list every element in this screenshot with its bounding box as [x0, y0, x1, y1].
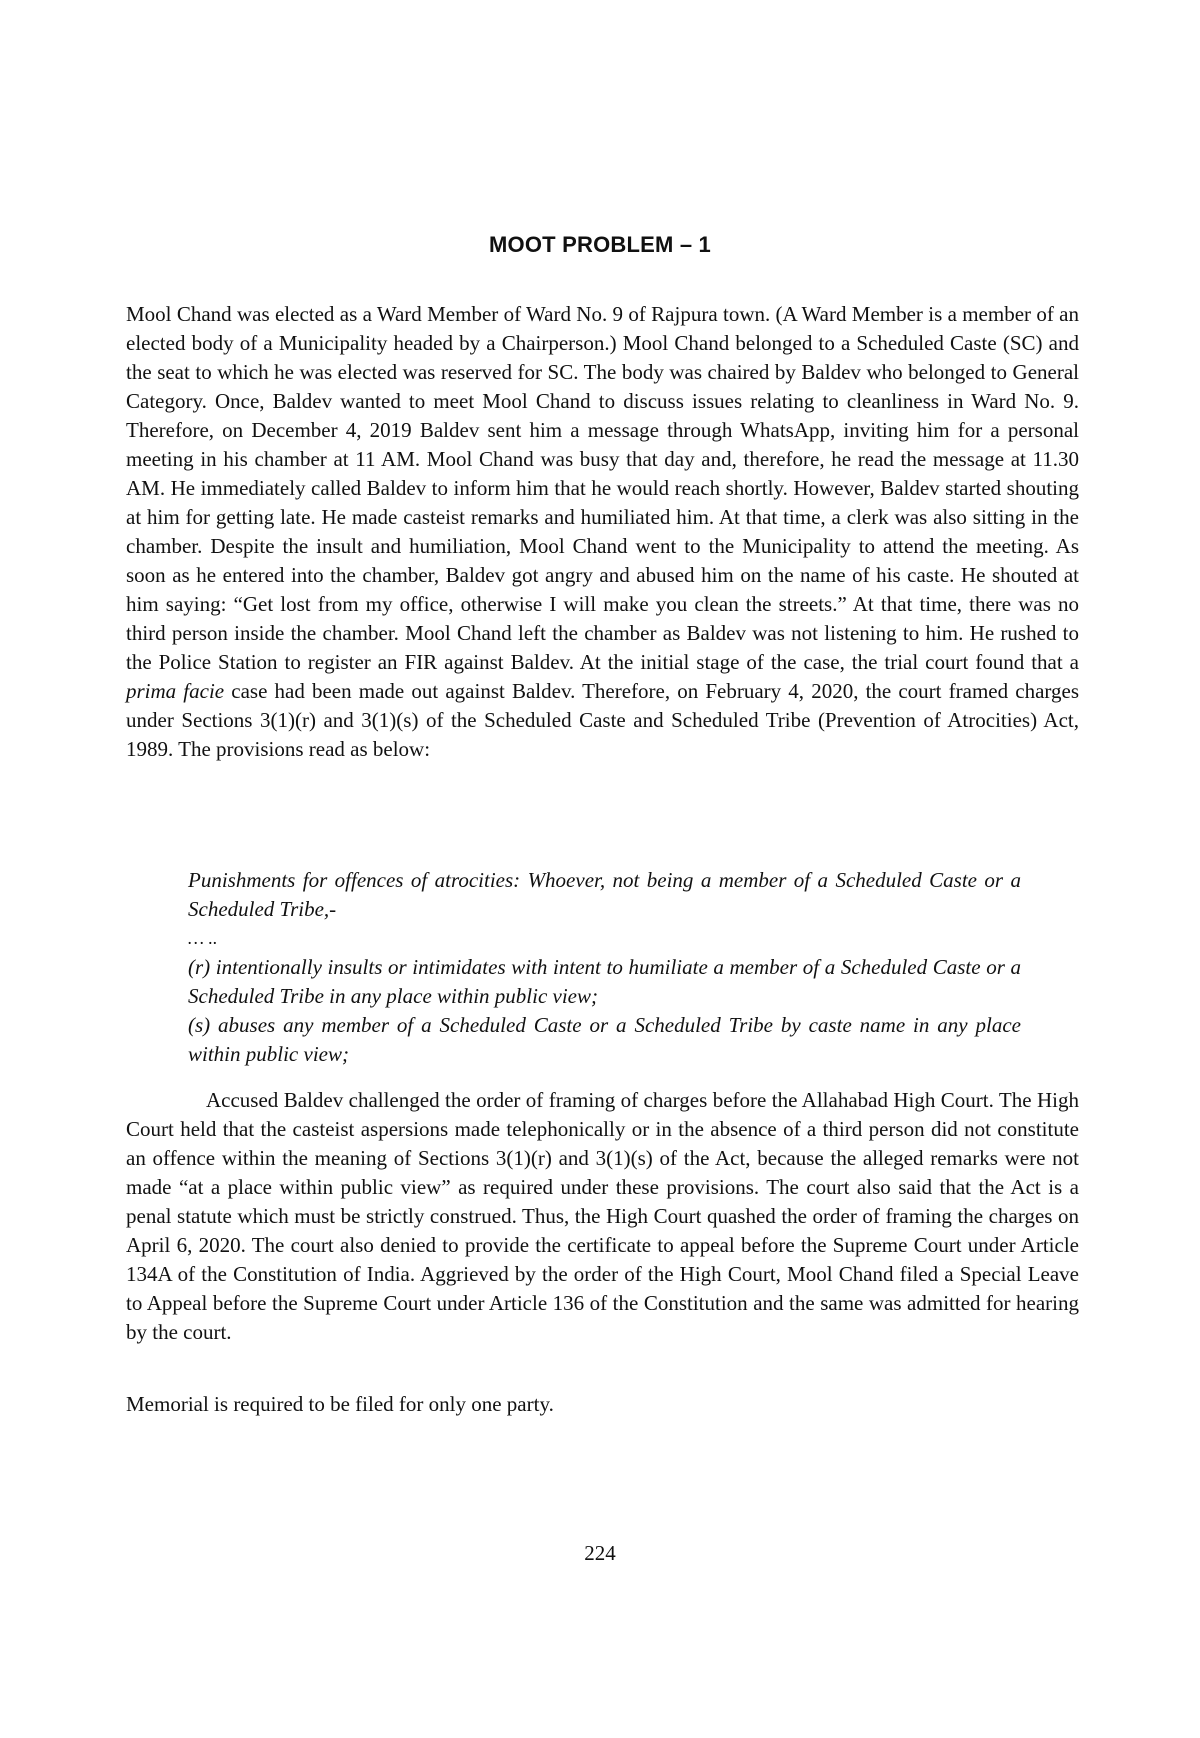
- page-title: MOOT PROBLEM – 1: [489, 232, 711, 257]
- paragraph-facts-part2: case had been made out against Baldev. Therefore, on February 4, 2020, the court framed charges under Sections 3(1)(r) and 3(1)(s) of the Scheduled Caste and Scheduled Tribe (Prevention of Atrocities) Act, 1989. The provisions read as below:: [126, 679, 1079, 761]
- quote-heading: Punishments for offences of atrocities: Whoever, not being a member of a Scheduled Caste or a Scheduled Tribe,-: [188, 868, 1021, 921]
- quote-ellipsis: … ..: [188, 928, 218, 948]
- paragraph-high-court: Accused Baldev challenged the order of framing of charges before the Allahabad High Court. The High Court held that the casteist aspersions made telephonically or in the absence of a third person did not constitute an offence within the meaning of Sections 3(1)(r) and 3(1)(s) of the Act, because the alleged remarks were not made “at a place within public view” as required under these provisions. The court also said that the Act is a penal statute which must be strictly construed. Thus, the High Court quashed the order of framing the charges on April 6, 2020. The court also denied to provide the certificate to appeal before the Supreme Court under Article 134A of the Constitution of India. Aggrieved by the order of the High Court, Mool Chand filed a Special Leave to Appeal before the Supreme Court under Article 136 of the Constitution and the same was admitted for hearing by the court.: [126, 1088, 1079, 1344]
- statute-quote: [188, 866, 1021, 1069]
- paragraph-facts: [126, 300, 1079, 764]
- page-number: 224: [584, 1541, 616, 1565]
- italic-term: prima facie: [126, 679, 225, 703]
- paragraph-facts-part1: Mool Chand was elected as a Ward Member of Ward No. 9 of Rajpura town. (A Ward Member is a member of an elected body of a Municipality headed by a Chairperson.) Mool Chand belonged to a Scheduled Caste (SC) and the seat to which he was elected was reserved for SC. The body was chaired by Baldev who belonged to General Category. Once, Baldev wanted to meet Mool Chand to discuss issues relating to cleanliness in Ward No. 9. Therefore, on December 4, 2019 Baldev sent him a message through WhatsApp, inviting him for a personal meeting in his chamber at 11 AM. Mool Chand was busy that day and, therefore, he read the message at 11.30 AM. He immediately called Baldev to inform him that he would reach shortly. However, Baldev started shouting at him for getting late. He made casteist remarks and humiliated him. At that time, a clerk was also sitting in the chamber. Despite the insult and humiliation, Mool Chand went to the Municipality to attend the meeting. As soon as he entered into the chamber, Baldev got angry and abused him on the name of his caste. He shouted at him saying: “Get lost from my office, otherwise I will make you clean the streets.” At that time, there was no third person inside the chamber. Mool Chand left the chamber as Baldev was not listening to him. He rushed to the Police Station to register an FIR against Baldev. At the initial stage of the case, the trial court found that a: [126, 302, 1079, 674]
- paragraph-memorial-note: Memorial is required to be filed for only one party.: [126, 1392, 554, 1416]
- quote-clause-s: (s) abuses any member of a Scheduled Caste or a Scheduled Tribe by caste name in any place within public view;: [188, 1013, 1021, 1066]
- quote-clause-r: (r) intentionally insults or intimidates with intent to humiliate a member of a Scheduled Caste or a Scheduled Tribe in any place within public view;: [188, 955, 1021, 1008]
